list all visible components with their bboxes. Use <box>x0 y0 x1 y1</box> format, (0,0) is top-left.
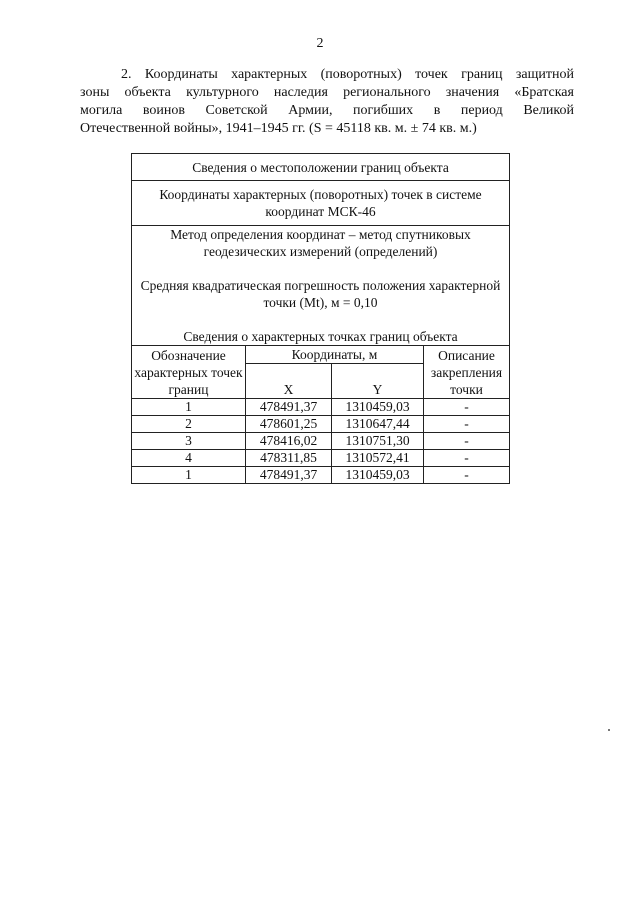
table-row <box>132 416 510 433</box>
intro-word: (поворотных) <box>320 67 402 82</box>
point-y: 1310459,03 <box>332 399 424 416</box>
point-y: 1310459,03 <box>332 467 424 484</box>
intro-word: характерных <box>231 67 308 82</box>
page-number: 2 <box>316 36 324 51</box>
intro-word: зоны <box>80 85 110 100</box>
intro-word: период <box>460 103 503 118</box>
point-x: 478491,37 <box>246 467 332 484</box>
intro-line-4 <box>80 120 574 138</box>
intro-word: точек <box>415 67 448 82</box>
intro-word: границ <box>461 67 503 82</box>
intro-word: объекта <box>124 85 171 100</box>
scan-speck <box>608 729 610 731</box>
intro-line-1 <box>80 66 574 84</box>
intro-word: регионального <box>343 85 431 100</box>
table-row <box>132 433 510 450</box>
intro-word: воинов <box>142 103 185 118</box>
col-coordinates-header: Координаты, м <box>246 346 424 364</box>
header-coordinate-system: Координаты характерных (поворотных) точек в системе координат МСК-46 <box>132 181 510 226</box>
header-location: Сведения о местоположении границ объекта <box>132 154 510 181</box>
intro-word: наследия <box>273 85 328 100</box>
table-header-row <box>132 226 510 346</box>
accuracy-text: Средняя квадратическая погрешность положения характерной точки (Mt), м = 0,10 <box>140 278 501 310</box>
point-x: 478311,85 <box>246 450 332 467</box>
point-id: 4 <box>132 450 246 467</box>
col-description-header: Описание закрепления точки <box>424 346 510 399</box>
coordinates-table <box>131 153 510 484</box>
point-description: - <box>424 399 510 416</box>
table-row <box>132 450 510 467</box>
intro-word: могила <box>80 103 123 118</box>
intro-word: Великой <box>523 103 574 118</box>
col-x-header: X <box>246 364 332 399</box>
intro-line-text: Отечественной войны», 1941–1945 гг. (S = 45118 кв. м. ± 74 кв. м.) <box>80 121 477 136</box>
table-row <box>132 467 510 484</box>
point-description: - <box>424 450 510 467</box>
point-id: 3 <box>132 433 246 450</box>
intro-word: защитной <box>515 67 574 82</box>
intro-word: Координаты <box>144 67 218 82</box>
column-header-row <box>132 346 510 364</box>
intro-word: Армии, <box>288 103 333 118</box>
intro-word: в <box>433 103 441 118</box>
points-info-text: Сведения о характерных точках границ объекта <box>183 329 458 344</box>
header-method-block <box>132 226 510 346</box>
point-id: 2 <box>132 416 246 433</box>
table-row <box>132 399 510 416</box>
col-designation-header: Обозначение характерных точек границ <box>132 346 246 399</box>
point-x: 478601,25 <box>246 416 332 433</box>
col-y-header: Y <box>332 364 424 399</box>
point-y: 1310572,41 <box>332 450 424 467</box>
point-id: 1 <box>132 467 246 484</box>
point-description: - <box>424 467 510 484</box>
intro-line-3 <box>80 102 574 120</box>
intro-paragraph <box>80 66 574 138</box>
intro-word: Советской <box>205 103 268 118</box>
method-text: Метод определения координат – метод спутниковых геодезических измерений (определений) <box>170 227 471 259</box>
point-description: - <box>424 433 510 450</box>
point-description: - <box>424 416 510 433</box>
intro-word: «Братская <box>514 85 574 100</box>
point-y: 1310751,30 <box>332 433 424 450</box>
intro-line-2 <box>80 84 574 102</box>
point-id: 1 <box>132 399 246 416</box>
table-header-row <box>132 154 510 181</box>
intro-word: значения <box>445 85 500 100</box>
intro-word: 2. <box>121 67 132 82</box>
point-x: 478416,02 <box>246 433 332 450</box>
point-y: 1310647,44 <box>332 416 424 433</box>
table-header-row <box>132 181 510 226</box>
intro-word: погибших <box>353 103 414 118</box>
point-x: 478491,37 <box>246 399 332 416</box>
intro-word: культурного <box>186 85 259 100</box>
